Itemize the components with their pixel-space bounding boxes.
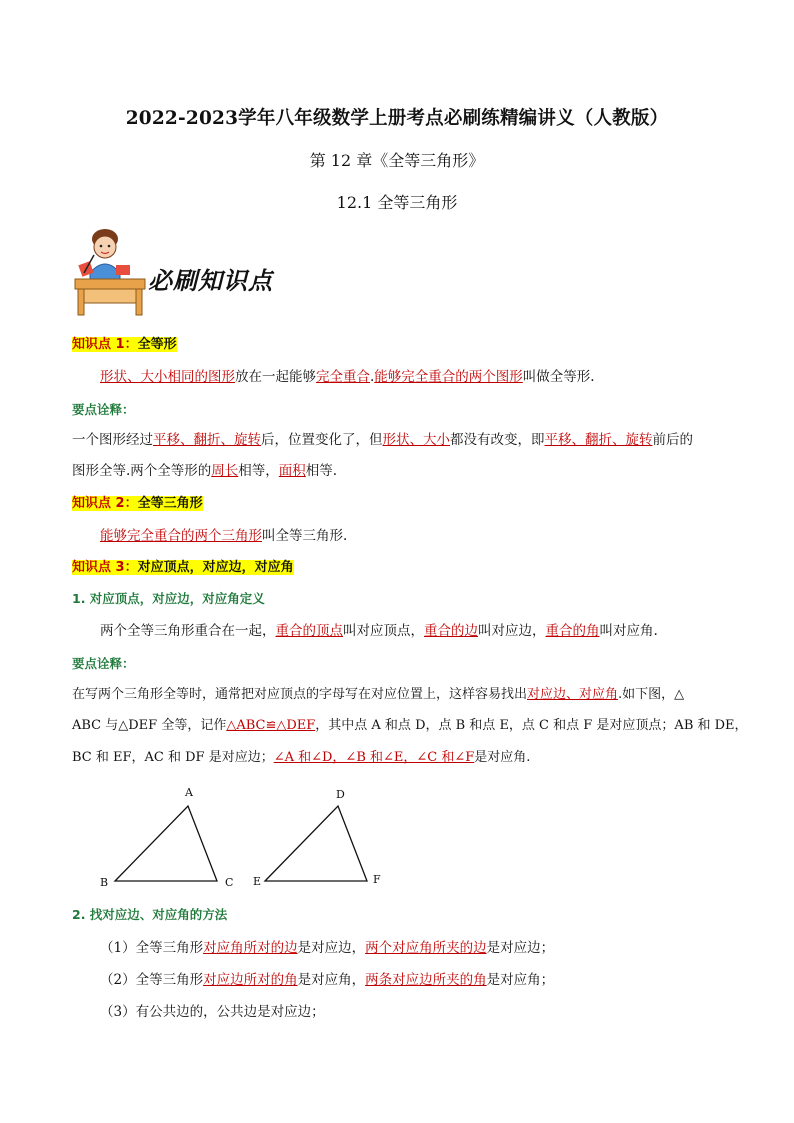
kp3-subheading-2 [72, 905, 742, 925]
kp3-m1-e: 是对应边； [486, 940, 555, 956]
chapter-title: 第 12 章《全等三角形》 [309, 151, 485, 170]
kp3-definition [100, 621, 770, 641]
triangle-def [265, 806, 367, 881]
kp3-n1-c: .如下图，△ [618, 687, 685, 702]
kp2-heading [72, 493, 742, 514]
kp1-def-b: 放在一起能够 [235, 369, 316, 385]
kp3-sub2-text: 2. 找对应边、对应角的方法 [72, 907, 228, 922]
kp1-def-d: . [370, 369, 375, 385]
kp3-def-g: 叫对应角. [599, 623, 658, 639]
kp1-note-a: 一个图形经过 [72, 432, 153, 448]
kp3-note-line3 [72, 748, 742, 768]
kp1-note-e: 都没有改变，即 [450, 432, 545, 448]
kp1-note-g: 前后的 [652, 432, 693, 448]
kp3-n2-b: △ABC≌△DEF [226, 718, 316, 733]
kp1-definition [100, 367, 770, 387]
kp3-m1-c: 是对应边， [297, 940, 366, 956]
kp3-name: 对应顶点，对应边，对应角 [137, 560, 294, 575]
kp3-note-title [72, 654, 742, 674]
label-d: D [336, 788, 345, 801]
kp3-heading [72, 557, 742, 578]
kp3-sub1-text: 1. 对应顶点，对应边，对应角定义 [72, 591, 265, 606]
kp3-method-1 [100, 938, 770, 958]
teacher-at-desk-icon [70, 225, 150, 317]
kp1-note-b: 平移、翻折、旋转 [153, 432, 261, 448]
kp3-note-line1 [72, 685, 742, 705]
kp1-heading-highlight [72, 337, 177, 352]
kp1-def-a: 形状、大小相同的图形 [100, 369, 235, 385]
kp1-note2-b: 周长 [211, 463, 239, 479]
kp3-tag: 知识点 3： [72, 560, 138, 575]
kp3-m2-e: 是对应角； [486, 972, 555, 988]
kp1-def-c: 完全重合 [316, 369, 370, 385]
kp3-subheading-1 [72, 589, 742, 609]
kp3-n3-a: BC 和 EF，AC 和 DF 是对应边； [72, 750, 274, 765]
kp1-note-title [72, 400, 742, 420]
congruent-triangles-figure [90, 780, 410, 890]
kp3-n2-a: ABC 与△DEF 全等，记作 [72, 718, 227, 733]
kp1-note-f: 平移、翻折、旋转 [544, 432, 653, 448]
kp3-n3-b: ∠A 和∠D，∠B 和∠E，∠C 和∠F [273, 750, 475, 765]
label-b: B [100, 876, 109, 889]
banner-label: 必刷知识点 [148, 267, 273, 295]
kp2-def-a: 能够完全重合的两个三角形 [100, 528, 262, 544]
kp3-def-a: 两个全等三角形重合在一起， [100, 623, 276, 639]
kp1-note2-c: 相等， [238, 463, 279, 479]
kp3-m1-d: 两个对应角所夹的边 [365, 940, 487, 956]
kp1-def-f: 叫做全等形. [522, 369, 595, 385]
kp3-m2-c: 是对应角， [297, 972, 366, 988]
kp3-method-3 [100, 1002, 770, 1022]
kp2-name: 全等三角形 [137, 496, 203, 511]
kp3-note-line2 [72, 716, 748, 736]
kp1-def-e: 能够完全重合的两个图形 [374, 369, 523, 385]
label-a: A [185, 786, 193, 799]
triangle-abc [115, 806, 217, 881]
kp1-note-title-text: 要点诠释： [72, 402, 135, 417]
kp1-note2-d: 面积 [278, 463, 306, 479]
kp3-n3-c: 是对应角. [474, 750, 531, 765]
kp3-def-d: 重合的边 [424, 623, 478, 639]
section-title: 12.1 全等三角形 [336, 193, 458, 212]
document-title: 2022-2023学年八年级数学上册考点必刷练精编讲义（人教版） [125, 108, 669, 129]
kp3-def-e: 叫对应边， [478, 623, 546, 639]
kp2-def-b: 叫全等三角形. [262, 528, 348, 544]
kp3-m1-a: （1）全等三角形 [100, 940, 204, 956]
kp3-heading-highlight [72, 560, 294, 575]
kp1-note2-e: 相等. [305, 463, 338, 479]
kp2-definition [100, 526, 770, 546]
kp1-note2-a: 图形全等.两个全等形的 [72, 463, 212, 479]
label-c: C [225, 876, 234, 889]
kp3-def-c: 叫对应顶点， [343, 623, 424, 639]
kp3-m3: （3）有公共边的，公共边是对应边； [100, 1004, 325, 1020]
kp3-note-title-text: 要点诠释： [72, 656, 135, 671]
kp3-m2-b: 对应边所对的角 [203, 972, 298, 988]
kp1-name: 全等形 [137, 337, 177, 352]
kp1-note-line1 [72, 430, 742, 450]
kp3-def-f: 重合的角 [545, 623, 600, 639]
kp1-note-c: 后，位置变化了，但 [261, 432, 383, 448]
kp3-n2-c: ，其中点 A 和点 D，点 B 和点 E，点 C 和点 F 是对应顶点；AB 和 DE， [315, 718, 748, 733]
kp3-m1-b: 对应角所对的边 [203, 940, 298, 956]
kp2-heading-highlight [72, 496, 203, 511]
label-f: F [373, 873, 381, 886]
label-e: E [253, 875, 262, 888]
kp3-method-2 [100, 970, 770, 990]
knowledge-banner [70, 225, 310, 317]
kp3-n1-b: 对应边、对应角 [527, 687, 619, 702]
kp1-note-line2 [72, 461, 742, 481]
kp3-m2-d: 两条对应边所夹的角 [365, 972, 487, 988]
kp1-heading [72, 334, 742, 355]
kp3-m2-a: （2）全等三角形 [100, 972, 204, 988]
kp1-tag: 知识点 1： [72, 337, 138, 352]
kp3-n1-a: 在写两个三角形全等时，通常把对应顶点的字母写在对应位置上，这样容易找出 [72, 687, 528, 702]
kp2-tag: 知识点 2： [72, 496, 138, 511]
kp1-note-d: 形状、大小 [382, 432, 450, 448]
kp3-def-b: 重合的顶点 [275, 623, 343, 639]
